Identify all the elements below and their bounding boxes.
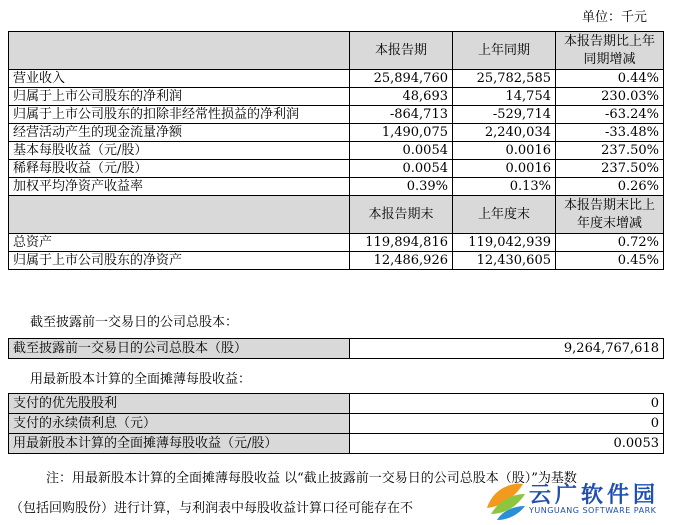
leaf-logo-icon [483, 478, 527, 522]
cell-value: 25,894,760 [350, 70, 453, 88]
cell-value: 25,782,585 [453, 70, 556, 88]
table-row [9, 160, 664, 178]
row-label: 支付的永续债利息（元） [9, 414, 350, 434]
cell-value: 2,240,034 [453, 124, 556, 142]
cell-value: -63.24% [556, 106, 664, 124]
row-label: 经营活动产生的现金流量净额 [9, 124, 350, 142]
footnote-line-1: 注：用最新股本计算的全面摊薄每股收益 以“截止披露前一交易日的公司总股本（股）”为基数 [46, 471, 577, 486]
cell-value: 0 [350, 414, 664, 434]
table-row [9, 70, 664, 88]
cell-value: 0.72% [556, 234, 664, 252]
cell-value: 0.0016 [453, 160, 556, 178]
header-blank [9, 32, 350, 70]
cell-value: 0.39% [350, 178, 453, 196]
footnote-line-2: （包括回购股份）进行计算，与利润表中每股收益计算口径可能存在不 [10, 501, 414, 516]
financial-table [8, 31, 664, 270]
unit-label: 单位：千元 [581, 10, 647, 25]
eps-intro: 用最新股本计算的全面摊薄每股收益： [30, 372, 252, 387]
share-capital-table [8, 338, 664, 359]
table-row [9, 339, 664, 359]
header-period-end: 本报告期末 [350, 196, 453, 234]
table-row [9, 124, 664, 142]
table-row [9, 106, 664, 124]
header-row-1 [9, 32, 664, 70]
row-label: 基本每股收益（元/股） [9, 142, 350, 160]
row-label: 用最新股本计算的全面摊薄每股收益（元/股） [9, 434, 350, 454]
cell-value: 0.0053 [350, 434, 664, 454]
row-label: 归属于上市公司股东的净资产 [9, 252, 350, 270]
cell-value: 237.50% [556, 160, 664, 178]
eps-table [8, 393, 664, 454]
cell-value: -529,714 [453, 106, 556, 124]
row-label: 归属于上市公司股东的净利润 [9, 88, 350, 106]
table-row [9, 394, 664, 414]
cell-value: 0.0054 [350, 160, 453, 178]
cell-value: 0.44% [556, 70, 664, 88]
row-label: 稀释每股收益（元/股） [9, 160, 350, 178]
row-label: 截至披露前一交易日的公司总股本（股） [9, 339, 350, 359]
cell-value: 0.13% [453, 178, 556, 196]
cell-value: 119,894,816 [350, 234, 453, 252]
header-row-2 [9, 196, 664, 234]
cell-value: 48,693 [350, 88, 453, 106]
table-row [9, 142, 664, 160]
header-current-period: 本报告期 [350, 32, 453, 70]
cell-value: 119,042,939 [453, 234, 556, 252]
header-change: 本报告期比上年同期增减 [556, 32, 664, 70]
header-change: 本报告期末比上年度末增减 [556, 196, 664, 234]
cell-value: 0 [350, 394, 664, 414]
table-row [9, 252, 664, 270]
cell-value: -33.48% [556, 124, 664, 142]
cell-value: 230.03% [556, 88, 664, 106]
cell-value: 0.45% [556, 252, 664, 270]
cell-value: 14,754 [453, 88, 556, 106]
cell-value: -864,713 [350, 106, 453, 124]
row-label: 营业收入 [9, 70, 350, 88]
cell-value: 0.0016 [453, 142, 556, 160]
row-label: 归属于上市公司股东的扣除非经常性损益的净利润 [9, 106, 350, 124]
cell-value: 237.50% [556, 142, 664, 160]
watermark-logo [483, 476, 671, 524]
table-row [9, 178, 664, 196]
cell-value: 12,486,926 [350, 252, 453, 270]
header-prior-year-end: 上年度末 [453, 196, 556, 234]
cell-value: 1,490,075 [350, 124, 453, 142]
cell-value: 0.0054 [350, 142, 453, 160]
header-blank [9, 196, 350, 234]
watermark-title: 云广软件园 [529, 483, 660, 508]
row-label: 加权平均净资产收益率 [9, 178, 350, 196]
row-label: 支付的优先股股利 [9, 394, 350, 414]
share-intro: 截至披露前一交易日的公司总股本： [30, 315, 239, 330]
cell-value: 9,264,767,618 [350, 339, 664, 359]
table-row [9, 234, 664, 252]
watermark-subtitle: YUNGUANG SOFTWARE PARK [529, 506, 657, 515]
cell-value: 12,430,605 [453, 252, 556, 270]
header-prior-period: 上年同期 [453, 32, 556, 70]
cell-value: 0.26% [556, 178, 664, 196]
table-row [9, 414, 664, 434]
table-row [9, 434, 664, 454]
row-label: 总资产 [9, 234, 350, 252]
table-row [9, 88, 664, 106]
